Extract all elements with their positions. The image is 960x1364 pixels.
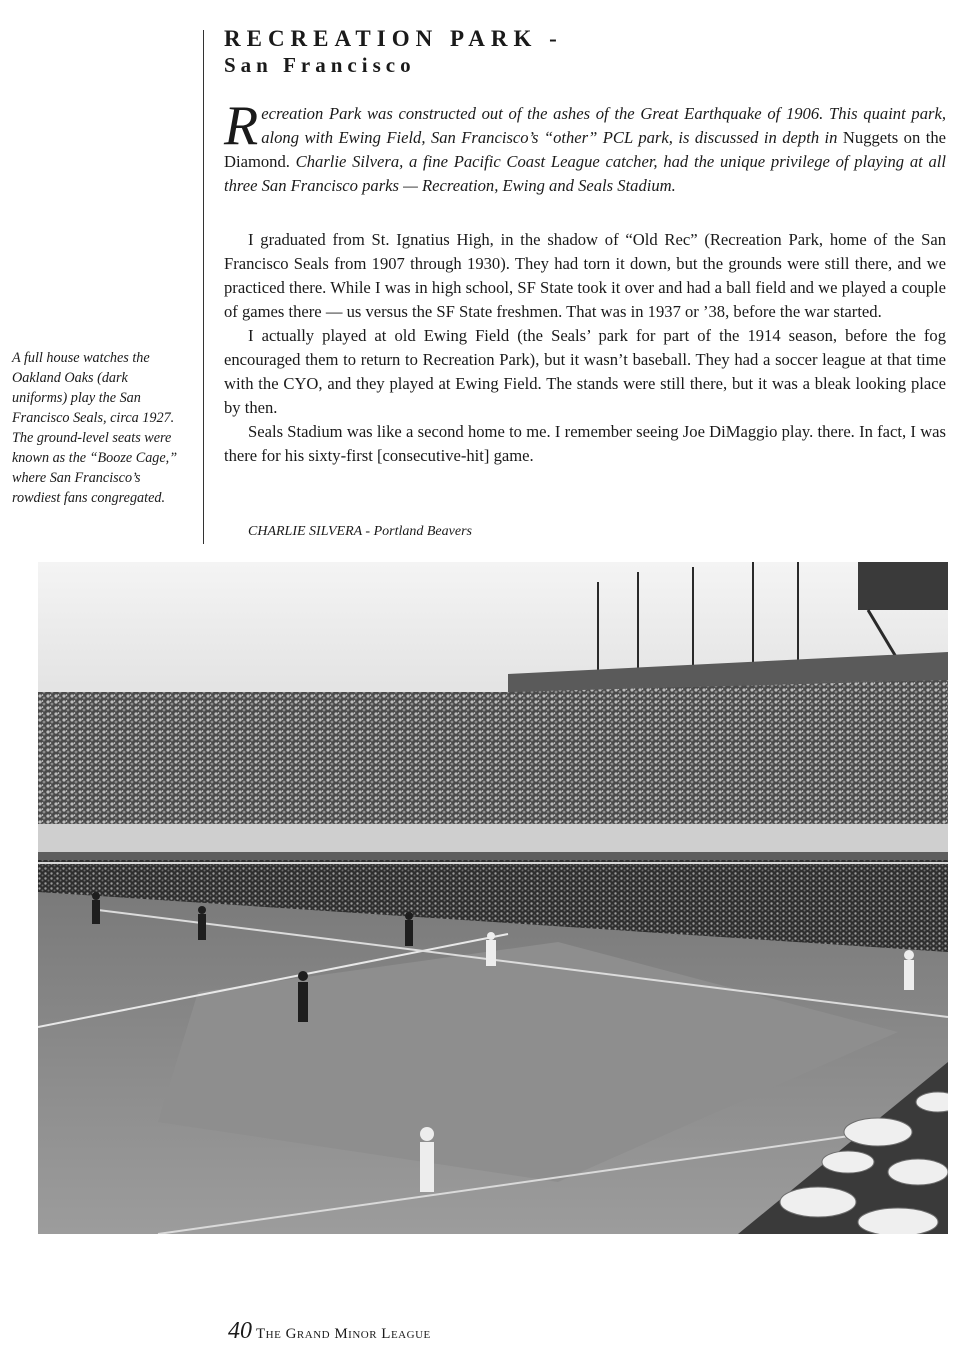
intro-text-2: Charlie Silvera, a fine Pacific Coast League catcher, had the unique privilege of playing at all three San Francisco parks — Recreation, Ewing and Seals Stadium.	[224, 152, 946, 195]
article-subtitle: San Francisco	[224, 53, 416, 77]
ballpark-photo	[38, 562, 948, 1234]
intro-text-1: ecreation Park was constructed out of the ashes of the Great Earthquake of 1906. This quaint park, along with Ewing Field, San Francisco’s “other” PCL park, is discussed in depth in	[261, 104, 946, 147]
photo-caption: A full house watches the Oakland Oaks (dark uniforms) play the San Francisco Seals, circa 1927. The ground-level seats were known as the “Booze Cage,” where San Francisco’s rowdiest fans congregated.	[12, 350, 178, 506]
quote-body	[224, 228, 946, 468]
body-paragraph: Seals Stadium was like a second home to me. I remember seeing Joe DiMaggio play. there. In fact, I was there for his sixty-first [consecutive-hit] game.	[224, 422, 946, 465]
body-paragraph: I actually played at old Ewing Field (the Seals’ park for part of the 1914 season, before the fog encouraged them to return to Recreation Park), but it wasn’t baseball. They had a soccer league at that time with the CYO, and they played at Ewing Field. The stands were still there, but it was a bleak looking place by then.	[224, 326, 946, 417]
page-footer	[228, 1318, 431, 1345]
publication-name: The Grand Minor League	[256, 1326, 431, 1342]
article-title: RECREATION PARK -	[224, 26, 563, 51]
intro-paragraph	[224, 95, 946, 198]
byline: CHARLIE SILVERA - Portland Beavers	[248, 524, 472, 539]
body-paragraph: I graduated from St. Ignatius High, in the shadow of “Old Rec” (Recreation Park, home of the San Francisco Seals from 1907 through 1930). They had torn it down, but the grounds were still there, and we practiced there. While I was in high school, SF State took it over and had a ball field and we played a couple of games there — us versus the SF State freshmen. That was in 1937 or ’38, before the war started.	[224, 230, 946, 321]
page-number: 40	[228, 1318, 252, 1344]
drop-cap: R	[224, 95, 259, 157]
book-title: Nuggets on the Diamond.	[224, 128, 946, 171]
margin-rule	[203, 30, 204, 544]
